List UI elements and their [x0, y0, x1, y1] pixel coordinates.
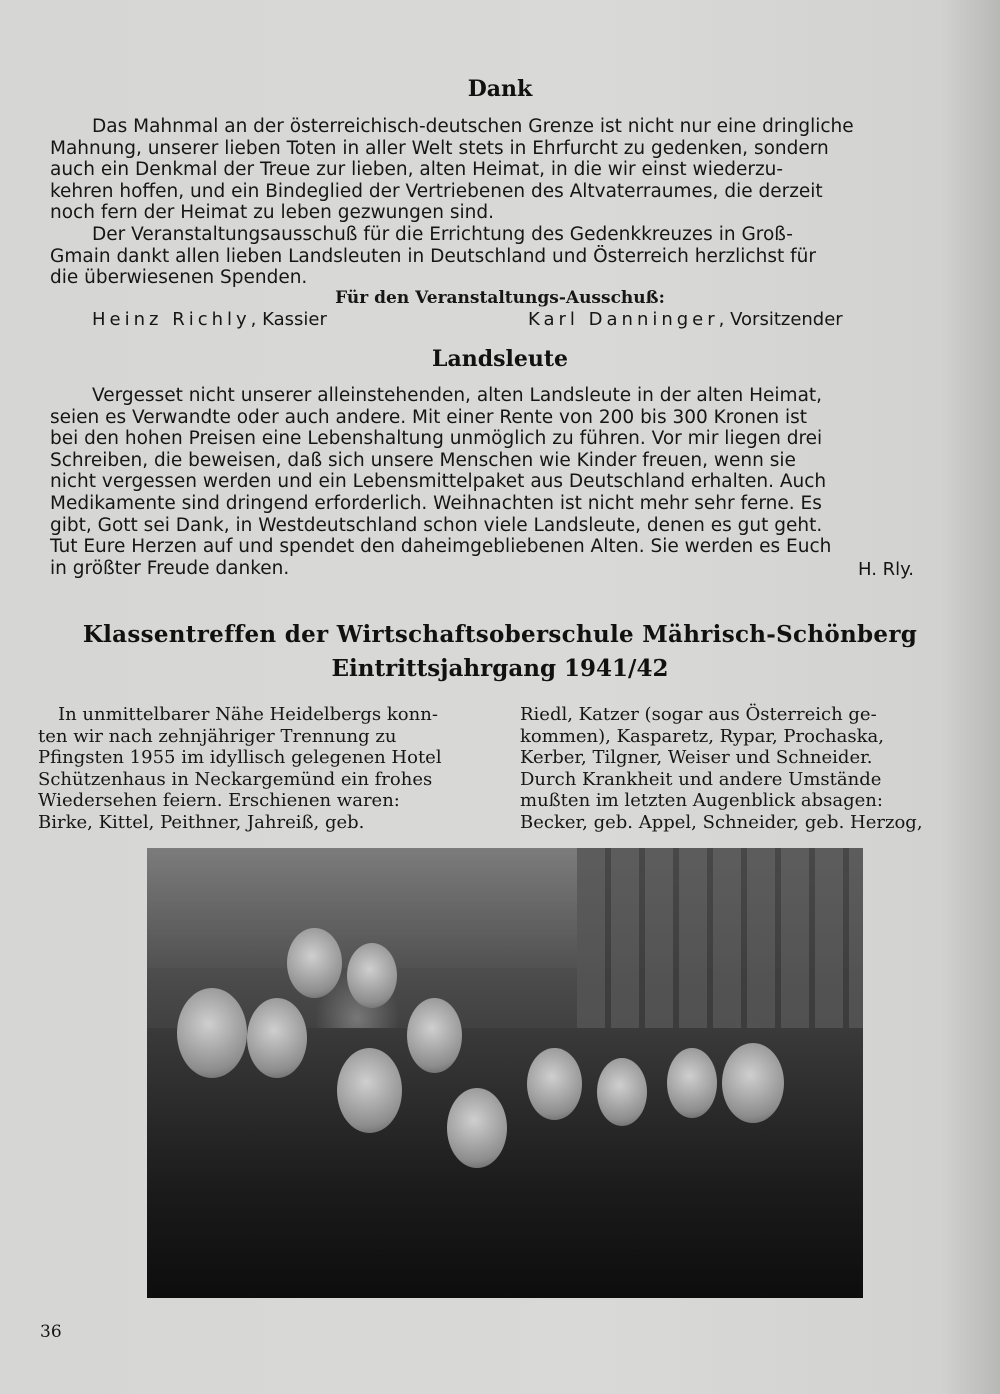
signer-left: [92, 309, 327, 330]
photo-face: [447, 1088, 507, 1168]
text-line: Tut Eure Herzen auf und spendet den daheimgebliebenen Alten. Sie werden es Euch: [50, 536, 832, 558]
text-line: Medikamente sind dringend erforderlich. Weihnachten ist nicht mehr sehr ferne. Es: [50, 492, 822, 514]
text-line: In unmittelbarer Nähe Heidelbergs konn-: [58, 704, 438, 725]
group-photo: [147, 848, 863, 1298]
photo-face: [177, 988, 247, 1078]
signer-right-role: , Vorsitzender: [718, 309, 843, 330]
section-title-landsleute: Landsleute: [432, 346, 568, 372]
dank-paragraph-2: [50, 224, 952, 289]
photo-face: [527, 1048, 582, 1120]
text-line: Kerber, Tilgner, Weiser und Schneider.: [520, 747, 873, 769]
text-line: Wiedersehen feiern. Erschienen waren:: [38, 790, 400, 812]
text-line: Birke, Kittel, Peithner, Jahreiß, geb.: [38, 811, 365, 833]
photo-face: [407, 998, 462, 1073]
text-line: Gmain dankt allen lieben Landsleuten in Deutschland und Österreich herzlichst für: [50, 245, 816, 267]
section-subtitle-klassentreffen: Eintrittsjahrgang 1941/42: [331, 655, 669, 682]
text-line: Durch Krankheit und andere Umstände: [520, 768, 882, 790]
text-line: Vergesset nicht unserer alleinstehenden, alten Landsleute in der alten Heimat,: [92, 385, 823, 406]
text-line: Der Veranstaltungsausschuß für die Errichtung des Gedenkkreuzes in Groß-: [92, 224, 793, 245]
text-line: gibt, Gott sei Dank, in Westdeutschland schon viele Landsleute, denen es gut geht.: [50, 514, 823, 536]
text-line: Schreiben, die beweisen, daß sich unsere Menschen wie Kinder freuen, wenn sie: [50, 449, 796, 471]
text-line: Becker, geb. Appel, Schneider, geb. Herzog,: [520, 811, 923, 833]
text-line: in größter Freude danken.: [50, 557, 290, 579]
text-line: seien es Verwandte oder auch andere. Mit einer Rente von 200 bis 300 Kronen ist: [50, 406, 808, 428]
text-line: kommen), Kasparetz, Rypar, Prochaska,: [520, 725, 884, 747]
photo-face: [337, 1048, 402, 1133]
landsleute-paragraph: [50, 385, 952, 579]
text-line: bei den hohen Preisen eine Lebenshaltung unmöglich zu führen. Vor mir liegen drei: [50, 428, 823, 450]
text-line: ten wir nach zehnjähriger Trennung zu: [38, 725, 397, 747]
klassentreffen-left-column: [38, 704, 478, 834]
section-title-klassentreffen: Klassentreffen der Wirtschaftsoberschule Mährisch-Schönberg: [82, 621, 918, 648]
text-line: kehren hoffen, und ein Bindeglied der Vertriebenen des Altvaterraumes, die derzeit: [50, 180, 823, 202]
text-line: Das Mahnmal an der österreichisch-deutschen Grenze ist nicht nur eine dringliche: [92, 116, 854, 137]
photo-face: [347, 943, 397, 1008]
photo-face: [722, 1043, 784, 1123]
text-line: auch ein Denkmal der Treue zur lieben, alten Heimat, in die wir einst wiederzu-: [50, 159, 784, 181]
photo-face: [597, 1058, 647, 1126]
klassentreffen-right-column: [520, 704, 960, 834]
text-line: Schützenhaus in Neckargemünd ein frohes: [38, 768, 433, 790]
page-number: 36: [40, 1322, 62, 1342]
section-title-dank: Dank: [467, 76, 533, 102]
text-line: noch fern der Heimat zu leben gezwungen sind.: [50, 202, 494, 224]
text-line: Pfingsten 1955 im idyllisch gelegenen Hotel: [38, 747, 442, 769]
signer-left-name: Heinz Richly: [92, 309, 251, 330]
photo-face: [247, 998, 307, 1078]
text-line: Riedl, Katzer (sogar aus Österreich ge-: [520, 704, 877, 725]
signer-right-name: Karl Danninger: [528, 309, 719, 330]
signer-left-role: , Kassier: [250, 309, 327, 330]
landsleute-signature: H. Rly.: [858, 559, 914, 580]
photo-face: [287, 928, 342, 998]
signoff-heading: Für den Veranstaltungs-Ausschuß:: [335, 288, 665, 308]
text-line: nicht vergessen werden und ein Lebensmittelpaket aus Deutschland erhalten. Auch: [50, 471, 827, 493]
text-line: Mahnung, unserer lieben Toten in aller Welt stets in Ehrfurcht zu gedenken, sondern: [50, 137, 829, 159]
photo-face: [667, 1048, 717, 1118]
text-line: die überwiesenen Spenden.: [50, 267, 308, 289]
text-line: mußten im letzten Augenblick absagen:: [520, 790, 883, 812]
signer-right: [528, 309, 843, 330]
dank-paragraph-1: [50, 116, 952, 224]
